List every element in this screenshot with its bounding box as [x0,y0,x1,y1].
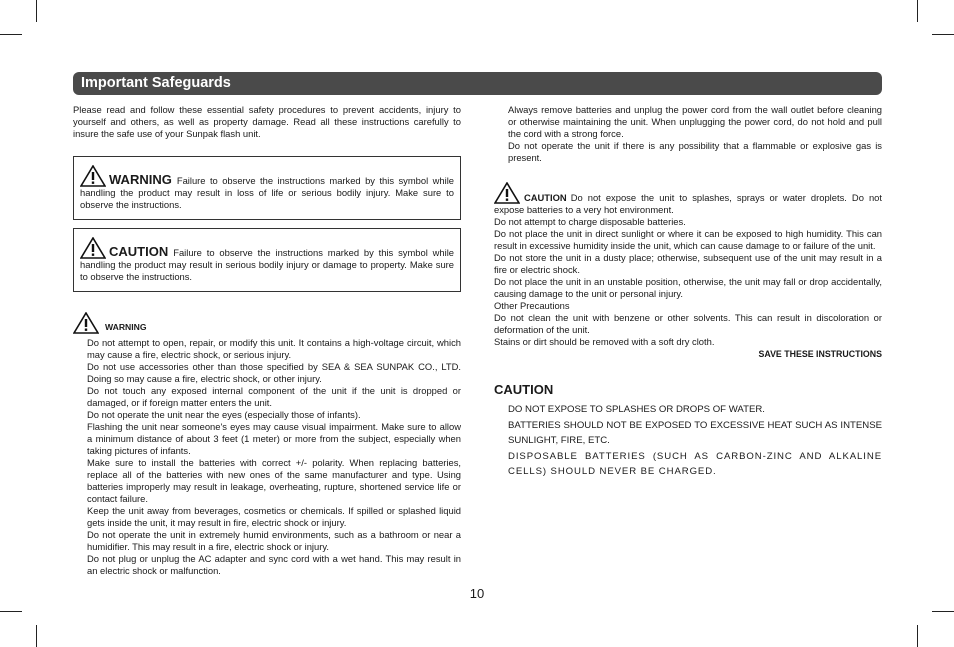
caution-triangle-icon [494,182,520,204]
list-item: Keep the unit away from beverages, cosmetics or chemicals. If spilled or splashed liquid gets inside the unit, it may result in fire, electric shock or injury. [87,505,461,528]
caution-list-first [494,182,882,216]
caution-triangle-icon [80,237,106,259]
crop-mark [0,34,22,35]
list-item: Do not clean the unit with benzene or other solvents. This can result in discoloration or deformation of the unit. [494,312,882,335]
list-item: Do not attempt to open, repair, or modify this unit. It contains a high-voltage circuit, which may cause a fire, electric shock, or serious injury. [87,337,461,360]
warning-triangle-icon [80,165,106,187]
list-item: Do not touch any exposed internal component of the unit if the unit is dropped or damaged, or if foreign matter enters the unit. [87,385,461,408]
caution-list [494,182,882,360]
warning-list-label: WARNING [105,322,147,332]
list-item: Do not operate the unit in extremely humid environments, such as a bathroom or near a humidifier. This may result in a fire, electric shock or injury. [87,529,461,552]
crop-mark [932,34,954,35]
warning-triangle-icon [73,312,99,334]
list-item: Flashing the unit near someone's eyes may cause visual impairment. Make sure to allow a minimum distance of about 3 feet (1 meter) or more from the subject, especially when taking pictures of infants. [87,421,461,456]
crop-mark [36,625,37,647]
caution-line: DISPOSABLE BATTERIES (SUCH AS CARBON-ZINC AND ALKALINE CELLS) SHOULD NEVER BE CHARGED. [508,450,882,477]
caution-list-first-text: Do not expose the unit to splashes, sprays or water droplets. Do not expose batteries to a very hot environment. [494,192,882,215]
warning-list [73,337,461,577]
caution-section-lines [494,402,882,480]
list-item: Do not plug or unplug the AC adapter and sync cord with a wet hand. This may result in an electric shock or malfunction. [87,553,461,576]
list-item: Other Precautions [494,300,570,311]
list-item: Do not attempt to charge disposable batteries. [494,216,686,227]
caution-section-title: CAUTION [494,382,554,397]
crop-mark [932,611,954,612]
list-item: Stains or dirt should be removed with a soft dry cloth. [494,336,715,347]
left-column [73,104,461,577]
right-top-list [494,104,882,164]
caution-box-title: CAUTION [109,244,169,259]
intro-paragraph: Please read and follow these essential safety procedures to prevent accidents, injury to yourself and others, as well as property damage. Read all these instructions carefully to insure the safe use of your Sunpak flash unit. [73,104,461,139]
caution-line: DO NOT EXPOSE TO SPLASHES OR DROPS OF WATER. [508,404,765,415]
warning-box [73,156,461,220]
list-item: Do not operate the unit near the eyes (especially those of infants). [87,409,361,420]
warning-box-text: Failure to observe the instructions marked by this symbol while handling the product may result in loss of life or serious bodily injury. Make sure to observe the instructions. [80,175,454,210]
crop-mark [917,0,918,22]
list-item: Make sure to install the batteries with correct +/- polarity. When replacing batteries, replace all of the batteries with new ones of the same manufacturer and type. Using batteries improperly may result in leakage, overheating, rupture, shortened service life or contact failure. [87,457,461,504]
list-item: Do not place the unit in an unstable position, otherwise, the unit may fall or drop accidentally, causing damage to the unit or personal injury. [494,276,882,299]
caution-box-text: Failure to observe the instructions marked by this symbol while handling the product may result in serious bodily injury or damage to property. Make sure to observe the instructions. [80,247,454,282]
list-item: Do not place the unit in direct sunlight or where it can be exposed to high humidity. This can result in excessive humidity inside the unit, which can cause damage to or failure of the unit. [494,228,882,251]
list-item: Always remove batteries and unplug the power cord from the wall outlet before cleaning or otherwise maintaining the unit. When unplugging the power cord, do not hold and pull the cord with a strong force. [508,104,882,139]
page-number: 10 [469,586,485,601]
section-title: Important Safeguards [81,75,231,91]
save-instructions: SAVE THESE INSTRUCTIONS [758,349,882,359]
caution-line: BATTERIES SHOULD NOT BE EXPOSED TO EXCESSIVE HEAT SUCH AS INTENSE SUNLIGHT, FIRE, ETC. [508,419,882,446]
warning-list-heading [73,312,461,334]
list-item: Do not use accessories other than those specified by SEA & SEA SUNPAK CO., LTD. Doing so may cause a fire, electric shock, or other injury. [87,361,461,384]
right-column [494,104,882,480]
crop-mark [36,0,37,22]
section-header-bar [73,72,882,95]
caution-list-label: CAUTION [524,192,567,203]
caution-box [73,228,461,292]
list-item: Do not operate the unit if there is any possibility that a flammable or explosive gas is present. [508,140,882,163]
list-item: Do not store the unit in a dusty place; otherwise, subsequent use of the unit may result in a fire or electric shock. [494,252,882,275]
warning-box-title: WARNING [109,172,172,187]
crop-mark [917,625,918,647]
crop-mark [0,611,22,612]
